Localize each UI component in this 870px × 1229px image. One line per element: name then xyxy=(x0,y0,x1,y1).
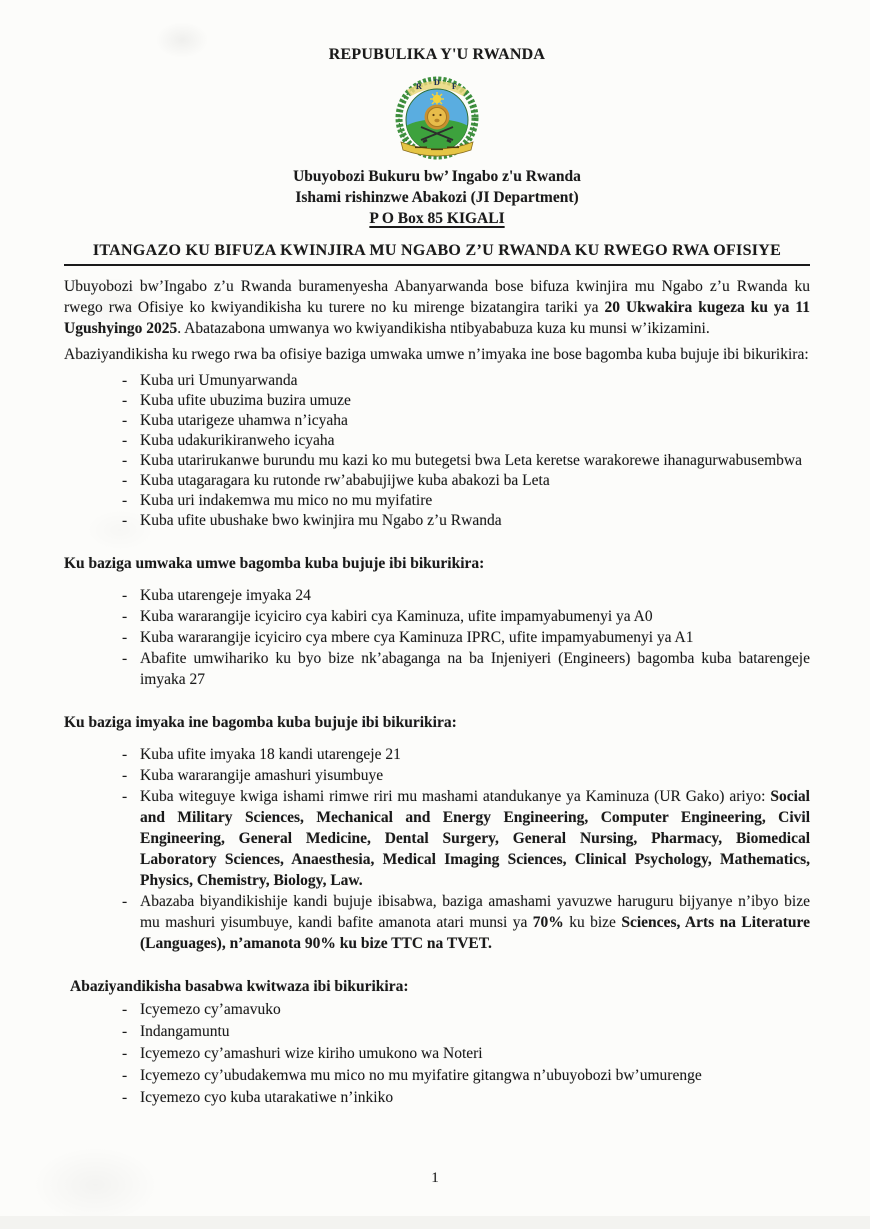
intro-dates-bold: 20 Ukwakira kugeza ku ya 11 Ugushyingo 2025 xyxy=(64,299,811,337)
general-requirements-list xyxy=(64,371,810,531)
list-item: - Abafite umwihariko ku byo bize nk’abaganga na ba Injeniyeri (Engineers) bagomba kuba batarengeje imyaka 27 xyxy=(64,648,810,690)
marks-text-mid: ku bize xyxy=(563,914,622,931)
lion-icon xyxy=(425,105,450,130)
list-item: - Kuba utagaragara ku rutonde rw’ababujijwe kuba abakozi ba Leta xyxy=(64,471,810,491)
marks-text-pre: Abazaba biyandikishije kandi bujuje ibisabwa, baziga amashami yavuzwe haruguru bijyanye n’ibyo bize mu mashuri yisumbuye, kandi bafite amanota atari munsi ya xyxy=(140,893,810,931)
list-item: - Kuba ufite ubushake bwo kwinjira mu Ngabo z’u Rwanda xyxy=(64,511,810,531)
one-year-requirements-list xyxy=(64,585,810,690)
page-number: 1 xyxy=(431,1170,439,1186)
svg-text:R: R xyxy=(416,82,422,91)
rdf-emblem xyxy=(64,74,810,162)
list-item: - Kuba utarirukanwe burundu mu kazi ko mu butegetsi bwa Leta keretse warakorewe ihanagurwabusembwa xyxy=(64,451,810,471)
four-year-requirements-list xyxy=(64,744,810,954)
programs-list-bold: Social and Military Sciences, Mechanical and Energy Engineering, Computer Engineering, Civil Engineering, General Medicine, Dental Surgery, General Nursing, Pharmacy, Biomedical Laboratory Sciences, Anaesthesia, Medical Imaging Sciences, Clinical Psychology, Mathematics, Physics, Chemistry, Biology, Law. xyxy=(140,788,810,889)
list-item: - Kuba uri indakemwa mu mico no mu myifatire xyxy=(64,491,810,511)
org-header xyxy=(64,166,810,229)
list-item: - Icyemezo cy’ubudakemwa mu mico no mu myifatire gitangwa n’ubuyobozi bw’umurenge xyxy=(64,1065,810,1087)
svg-text:D: D xyxy=(434,78,440,87)
list-item-marks xyxy=(64,891,810,954)
list-item: - Icyemezo cy’amashuri wize kiriho umukono wa Noteri xyxy=(64,1043,810,1065)
one-year-heading: Ku baziga umwaka umwe bagomba kuba bujuje ibi bikurikira: xyxy=(64,555,485,572)
documents-required-list xyxy=(64,999,810,1109)
marks-subjects-bold: Sciences, Arts na Literature (Languages), n’amanota 90% ku bize TTC na TVET. xyxy=(140,914,810,952)
four-year-heading: Ku baziga imyaka ine bagomba kuba bujuje ibi bikurikira: xyxy=(64,714,457,731)
list-item: - Indangamuntu xyxy=(64,1021,810,1043)
list-item: - Kuba wararangije icyiciro cya kabiri cya Kaminuza, ufite impamyabumenyi ya A0 xyxy=(64,606,810,627)
intro-text-post: . Abatazabona umwanya wo kwiyandikisha ntibyababuza kuza ku munsi w’ikizamini. xyxy=(177,320,710,337)
sun-icon xyxy=(430,92,444,106)
general-lead-paragraph: Abaziyandikisha ku rwego rwa ba ofisiye baziga umwaka umwe n’imyaka ine bose bagomba kuba bujuje ibi bikurikira: xyxy=(64,346,809,363)
documents-required-heading: Abaziyandikisha basabwa kwitwaza ibi bikurikira: xyxy=(70,978,409,995)
list-item: - Kuba ufite ubuzima buzira umuze xyxy=(64,391,810,411)
org-line-1: Ubuyobozi Bukuru bw’ Ingabo z'u Rwanda xyxy=(293,168,581,185)
list-item: - Kuba utarigeze uhamwa n’icyaha xyxy=(64,411,810,431)
list-item: - Icyemezo cy’amavuko xyxy=(64,999,810,1021)
list-item: - Kuba udakurikiranweho icyaha xyxy=(64,431,810,451)
list-item-programs xyxy=(64,786,810,891)
rdf-emblem-graphic xyxy=(385,74,489,162)
list-item: - Kuba wararangije icyiciro cya mbere cya Kaminuza IPRC, ufite impamyabumenyi ya A1 xyxy=(64,627,810,648)
programs-text-pre: Kuba witeguye kwiga ishami rimwe riri mu mashami atandukanye ya Kaminuza (UR Gako) ariyo: xyxy=(140,788,771,805)
list-item: - Icyemezo cyo kuba utarakatiwe n’inkiko xyxy=(64,1087,810,1109)
marks-70-bold: 70% xyxy=(532,914,564,931)
intro-paragraph xyxy=(64,276,810,339)
list-item: - Kuba ufite imyaka 18 kandi utarengeje 21 xyxy=(64,744,810,765)
po-box-line: P O Box 85 KIGALI xyxy=(369,210,505,227)
org-line-2: Ishami rishinzwe Abakozi (JI Department) xyxy=(295,189,579,206)
intro-text-pre: Ubuyobozi bw’Ingabo z’u Rwanda buramenyesha Abanyarwanda bose bifuza kwinjira mu Ngabo z’u Rwanda ku rwego rwa Ofisiye ko kwiyandikisha ku turere no ku mirenge bizatangira tariki ya xyxy=(64,278,810,316)
republic-title: REPUBULIKA Y'U RWANDA xyxy=(328,46,546,63)
svg-text:F: F xyxy=(452,82,457,91)
list-item: - Kuba wararangije amashuri yisumbuye xyxy=(64,765,810,786)
list-item: - Kuba utarengeje imyaka 24 xyxy=(64,585,810,606)
list-item: - Kuba uri Umunyarwanda xyxy=(64,371,810,391)
announcement-title: ITANGAZO KU BIFUZA KWINJIRA MU NGABO Z’U RWANDA KU RWEGO RWA OFISIYE xyxy=(64,242,810,266)
